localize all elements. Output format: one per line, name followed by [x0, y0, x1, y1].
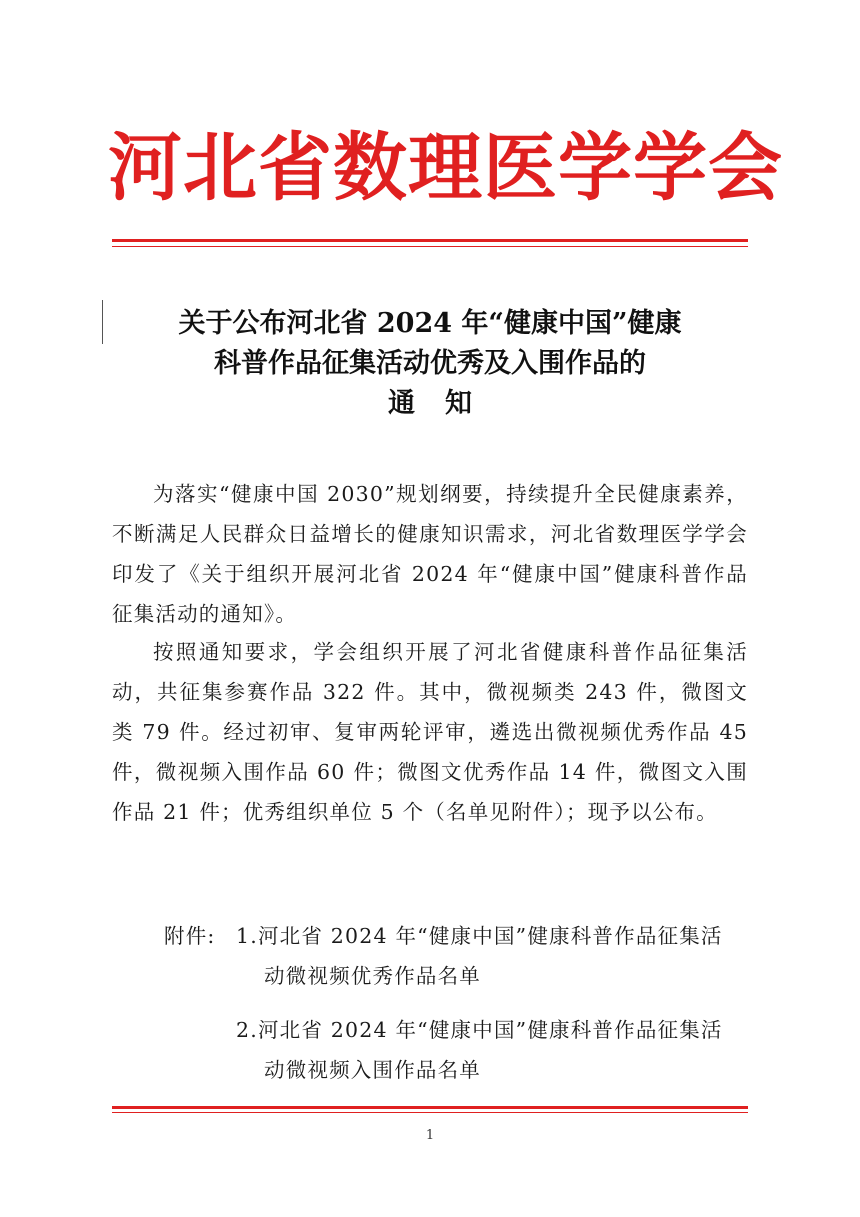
header-rule-thick — [112, 239, 748, 242]
attachment-item-1 — [236, 916, 748, 996]
title-line-2: 科普作品征集活动优秀及入围作品的 — [214, 348, 646, 379]
title-line-3: 通知 — [388, 388, 502, 419]
attachments-label: 附件: — [164, 924, 216, 948]
title-line-1: 关于公布河北省 2024 年“健康中国”健康 — [178, 308, 682, 339]
footer-rule-thick — [112, 1106, 748, 1109]
footer-rule-thin — [112, 1112, 748, 1113]
attachment-1-line-2: 动微视频优秀作品名单 — [264, 964, 481, 988]
body-paragraph-1: 为落实“健康中国 2030”规划纲要，持续提升全民健康素养，不断满足人民群众日益增长的健康知识需求，河北省数理医学学会印发了《关于组织开展河北省 2024 年“健康中国”健康科普作品征集活动的通知》。 — [112, 482, 749, 626]
attachment-2-line-2: 动微视频入围作品名单 — [264, 1058, 481, 1082]
margin-mark — [102, 300, 103, 344]
attachment-2-line-1: 2.河北省 2024 年“健康中国”健康科普作品征集活 — [236, 1018, 723, 1042]
document-title — [112, 304, 748, 424]
org-masthead: 河北省数理医学学会 — [108, 125, 783, 211]
body-paragraph-2: 按照通知要求，学会组织开展了河北省健康科普作品征集活动，共征集参赛作品 322 件。其中，微视频类 243 件，微图文类 79 件。经过初审、复审两轮评审，遴选出微视频优秀作品 45 件，微视频入围作品 60 件；微图文优秀作品 14 件，微图文入围作品 21 件；优秀组织单位 5 个（名单见附件）；现予以公布。 — [112, 640, 748, 824]
header-rule-thin — [112, 246, 748, 247]
attachment-1-line-1: 1.河北省 2024 年“健康中国”健康科普作品征集活 — [236, 924, 723, 948]
page-number: 1 — [425, 1128, 435, 1143]
attachment-item-2 — [236, 1010, 748, 1090]
